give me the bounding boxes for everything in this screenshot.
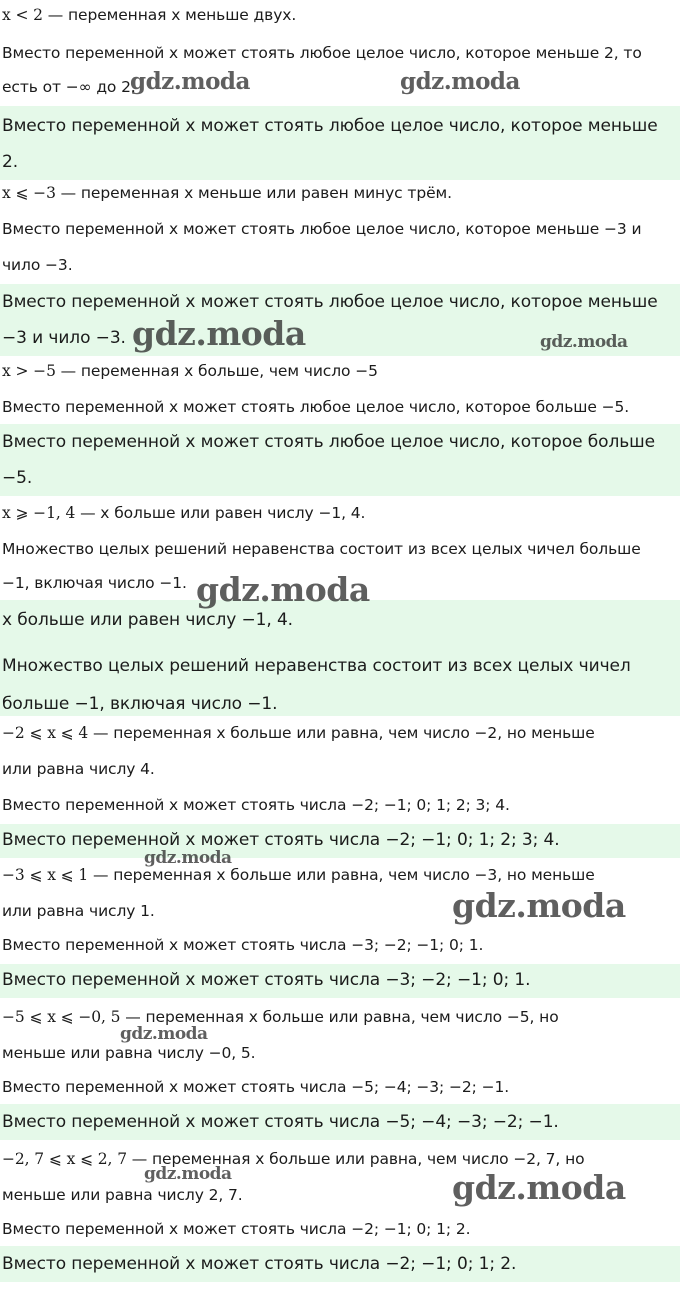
inequality: x > −5 xyxy=(2,362,56,380)
watermark: gdz.moda xyxy=(132,314,306,353)
watermark: gdz.moda xyxy=(400,68,520,95)
answer-text: −3 и чило −3. xyxy=(2,328,126,348)
solution-text: Вместо переменной x может стоять числа −5; −4; −3; −2; −1. xyxy=(2,1078,510,1096)
watermark: gdz.moda xyxy=(452,1168,626,1207)
solution-text: Вместо переменной x может стоять числа −2; −1; 0; 1; 2; 3; 4. xyxy=(2,796,510,814)
inequality-line xyxy=(0,724,680,742)
solution-text: Вместо переменной x может стоять числа −3; −2; −1; 0; 1. xyxy=(2,936,484,954)
answer-block xyxy=(0,964,680,998)
inequality-description: — переменная x больше или равна, чем число −5, но xyxy=(120,1008,559,1026)
solution-text: Множество целых решений неравенства состоит из всех целых чичел больше xyxy=(2,540,641,558)
solution-text: Вместо переменной x может стоять любое целое число, которое больше −5. xyxy=(2,398,630,416)
inequality-description: меньше или равна числу 2, 7. xyxy=(2,1186,243,1204)
answer-text: x больше или равен числу −1, 4. xyxy=(2,610,293,630)
answer-block xyxy=(0,600,680,716)
solution-text: Вместо переменной x может стоять любое целое число, которое меньше 2, то xyxy=(2,44,642,62)
solution-text: чило −3. xyxy=(2,256,73,274)
answer-text: Вместо переменной x может стоять любое целое число, которое меньше xyxy=(2,116,658,136)
inequality: −5 ⩽ x ⩽ −0, 5 xyxy=(2,1008,121,1026)
answer-text: Вместо переменной x может стоять числа −2; −1; 0; 1; 2; 3; 4. xyxy=(2,830,560,850)
solution-text: Вместо переменной x может стоять числа −2; −1; 0; 1; 2. xyxy=(2,1220,471,1238)
inequality-description: — переменная x меньше двух. xyxy=(42,6,297,24)
inequality-description: — переменная x больше или равна, чем число −2, но меньше xyxy=(88,724,595,742)
watermark: gdz.moda xyxy=(120,1024,208,1044)
watermark: gdz.moda xyxy=(540,332,628,352)
answer-block xyxy=(0,824,680,858)
watermark: gdz.moda xyxy=(144,848,232,868)
inequality: −2 ⩽ x ⩽ 4 xyxy=(2,724,89,742)
inequality-description: — переменная x больше или равна, чем число −2, 7, но xyxy=(126,1150,585,1168)
solution-text: Вместо переменной x может стоять любое целое число, которое меньше −3 и xyxy=(2,220,642,238)
answer-text: Вместо переменной x может стоять числа −5; −4; −3; −2; −1. xyxy=(2,1112,559,1132)
watermark: gdz.moda xyxy=(452,886,626,925)
answer-block xyxy=(0,424,680,496)
inequality: −3 ⩽ x ⩽ 1 xyxy=(2,866,89,884)
answer-text: больше −1, включая число −1. xyxy=(2,694,278,714)
answer-text: Множество целых решений неравенства состоит из всех целых чичел xyxy=(2,656,631,676)
answer-text: Вместо переменной x может стоять любое целое число, которое меньше xyxy=(2,292,658,312)
inequality-line xyxy=(0,1150,680,1168)
inequality-line xyxy=(0,184,680,202)
answer-text: Вместо переменной x может стоять любое целое число, которое больше xyxy=(2,432,655,452)
solution-text: есть от −∞ до 2. xyxy=(2,78,136,96)
watermark: gdz.moda xyxy=(196,570,370,609)
answer-text: −5. xyxy=(2,468,33,488)
inequality: −2, 7 ⩽ x ⩽ 2, 7 xyxy=(2,1150,127,1168)
answer-text: Вместо переменной x может стоять числа −2; −1; 0; 1; 2. xyxy=(2,1254,517,1274)
inequality-line xyxy=(0,504,680,522)
inequality-description: или равна числу 4. xyxy=(2,760,155,778)
answer-block xyxy=(0,106,680,180)
inequality-description: или равна числу 1. xyxy=(2,902,155,920)
inequality: x ⩽ −3 xyxy=(2,184,56,202)
inequality-line xyxy=(0,362,680,380)
inequality-description: — переменная x меньше или равен минус трём. xyxy=(55,184,452,202)
answer-block xyxy=(0,1104,680,1140)
watermark: gdz.moda xyxy=(130,68,250,95)
watermark: gdz.moda xyxy=(144,1164,232,1184)
inequality: x ⩾ −1, 4 xyxy=(2,504,76,522)
inequality-description: — x больше или равен числу −1, 4. xyxy=(75,504,366,522)
inequality-description: меньше или равна числу −0, 5. xyxy=(2,1044,256,1062)
solution-text: −1, включая число −1. xyxy=(2,574,187,592)
inequality-line xyxy=(0,866,680,884)
inequality-line xyxy=(0,6,680,24)
inequality-description: — переменная x больше, чем число −5 xyxy=(55,362,378,380)
inequality: x < 2 xyxy=(2,6,43,24)
answer-text: 2. xyxy=(2,152,19,172)
inequality-description: — переменная x больше или равна, чем число −3, но меньше xyxy=(88,866,595,884)
answer-block xyxy=(0,1246,680,1282)
answer-text: Вместо переменной x может стоять числа −3; −2; −1; 0; 1. xyxy=(2,970,531,990)
inequality-line xyxy=(0,1008,680,1026)
